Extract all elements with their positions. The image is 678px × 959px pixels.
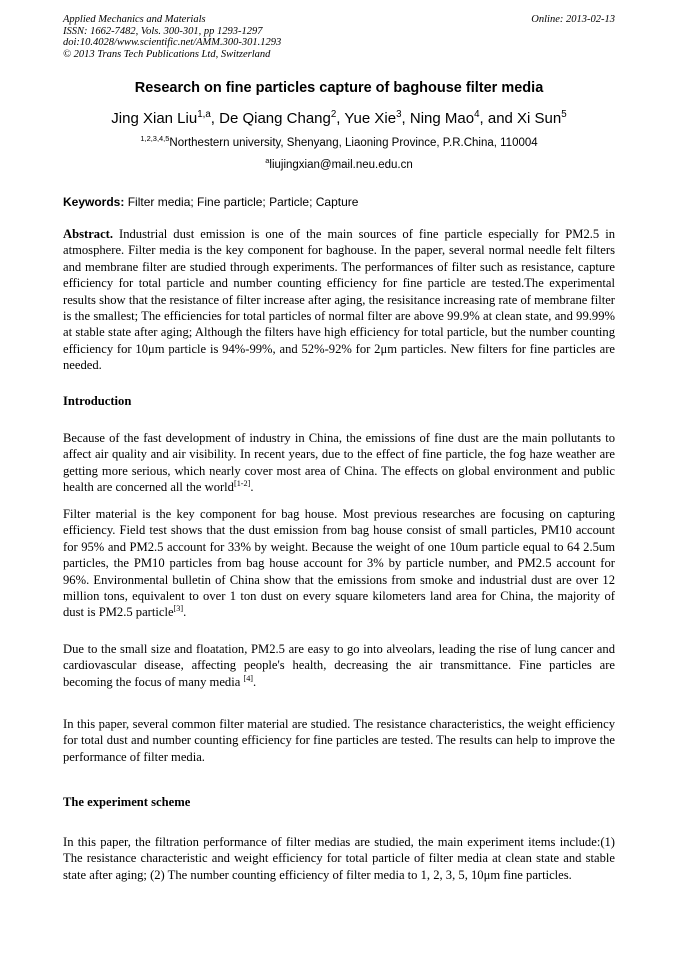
author-sup: 1,a: [197, 109, 211, 120]
author-name: Yue Xie: [344, 110, 397, 127]
author-name: Ning Mao: [409, 110, 475, 127]
issn-line: ISSN: 1662-7482, Vols. 300-301, pp 1293-1297: [63, 25, 263, 37]
affiliation: [0, 134, 678, 149]
paragraph-tail: .: [183, 605, 187, 620]
abstract: [63, 226, 615, 374]
paragraph-text: In this paper, several common filter material are studied. The resistance characteristics, the weight efficiency for total dust and number counting efficiency for fine particles are tested. The results can help to improve the performance of filter media.: [63, 717, 615, 764]
affiliation-text: Northestern university, Shenyang, Liaoning Province, P.R.China, 110004: [169, 137, 538, 149]
intro-paragraph-2: [63, 506, 615, 621]
paragraph-text: In this paper, the filtration performance of filter medias are studied, the main experiment items include:(1) The resistance characteristic and weight efficiency for total particle of filter media at clean state and stable state after aging; (2) The number counting efficiency of filter media to 1, 2, 3, 5, 10μm fine particles.: [63, 835, 615, 882]
citation-ref[interactable]: [1-2]: [233, 479, 251, 489]
copyright-line: © 2013 Trans Tech Publications Ltd, Switzerland: [63, 48, 271, 60]
author-sep: ,: [336, 110, 345, 127]
author-sup: 5: [561, 109, 567, 120]
author-name: Jing Xian Liu: [111, 110, 198, 127]
paragraph-text: Due to the small size and floatation, PM2.5 are easy to go into alveolars, leading the rise of lung cancer and cardiovascular disease, affecting people's health, decreasing the air transmittance. Fine particles are becoming the focus of many media: [63, 642, 615, 689]
intro-paragraph-3: [63, 641, 615, 690]
paper-title: Research on fine particles capture of baghouse filter media: [134, 80, 544, 96]
author-sup: 3: [396, 109, 402, 120]
paragraph-text: Because of the fast development of industry in China, the emissions of fine dust are the main pollutants to affect air quality and air visibility. In recent years, due to the effect of fine particle, the fog haze weather are getting more serious, which nearly cover most area of China. The effects on global environment and public health are concerned all the world: [63, 431, 615, 495]
journal-name: Applied Mechanics and Materials: [63, 14, 206, 25]
author-name: De Qiang Chang: [219, 110, 331, 127]
paragraph-tail: .: [253, 674, 257, 689]
author-sup: 4: [474, 109, 480, 120]
intro-paragraph-1: [63, 430, 615, 496]
paragraph-text: Filter material is the key component for bag house. Most previous researches are focusing on capturing efficiency. Field test shows that the dust emission from bag house consist of small particles, PM10 account for 95% and PM2.5 account for 33% by weight. Because the weight of one 10um particle equal to 64 2.5um particles, the PM10 particles from bag house account for 3% by particle number, and PM2.5 account for 96%. Environmental bulletin of China show that the emissions from smoke and industrial dust are over 12 million tons, equivalent to over 1 ton dust on every square kilometers land area for China, the majority of dust is PM2.5 particle: [63, 507, 615, 620]
email-sup: a: [265, 156, 270, 166]
online-date: Online: 2013-02-13: [531, 14, 615, 25]
author-sup: 2: [330, 109, 337, 120]
doi-line: doi:10.4028/www.scientific.net/AMM.300-301.1293: [63, 37, 282, 48]
experiment-paragraph-1: [63, 834, 615, 883]
author-sep: ,: [401, 110, 410, 127]
author-sep: ,: [210, 110, 220, 127]
author-email: [0, 156, 678, 171]
author-list: [0, 110, 678, 127]
keywords-text: Filter media; Fine particle; Particle; Capture: [124, 195, 359, 209]
intro-paragraph-4: [63, 716, 615, 765]
section-heading-experiment-scheme: The experiment scheme: [63, 795, 191, 809]
email-link[interactable]: liujingxian@mail.neu.edu.cn: [269, 159, 413, 171]
section-heading-introduction: Introduction: [63, 394, 132, 408]
journal-header: [63, 14, 281, 60]
affiliation-sup: 1,2,3,4,5: [140, 134, 170, 144]
abstract-text: Industrial dust emission is one of the main sources of fine particle especially for PM2.5 in atmosphere. Filter media is the key component for baghouse. In the paper, several normal needle felt filters and membrane filter are studied through experiments. The performances of filter such as resistance, capture efficiency for total particle and number counting efficiency for fine particle are tested.The experimental results show that the resistance of filter increase after aging, the resisitance increasing rate of membrane filter is the smallest; The efficiencies for total particles of normal filter are above 99.9% at clean state, and 99.99% at stable state after aging; Although the filters have high efficiency for total particle, but the number counting efficiency for 10μm particle is 94%-99%, and 52%-92% for 2μm particles. New filters for fine particles are needed.: [63, 227, 615, 373]
author-sep: , and: [479, 110, 518, 127]
author-name: Xi Sun: [517, 110, 562, 127]
abstract-label: Abstract.: [63, 227, 114, 241]
citation-ref[interactable]: [3]: [173, 604, 184, 614]
keywords: [63, 195, 358, 209]
citation-ref[interactable]: [4]: [243, 673, 254, 683]
paragraph-tail: .: [250, 480, 254, 495]
keywords-label: Keywords:: [63, 195, 125, 209]
